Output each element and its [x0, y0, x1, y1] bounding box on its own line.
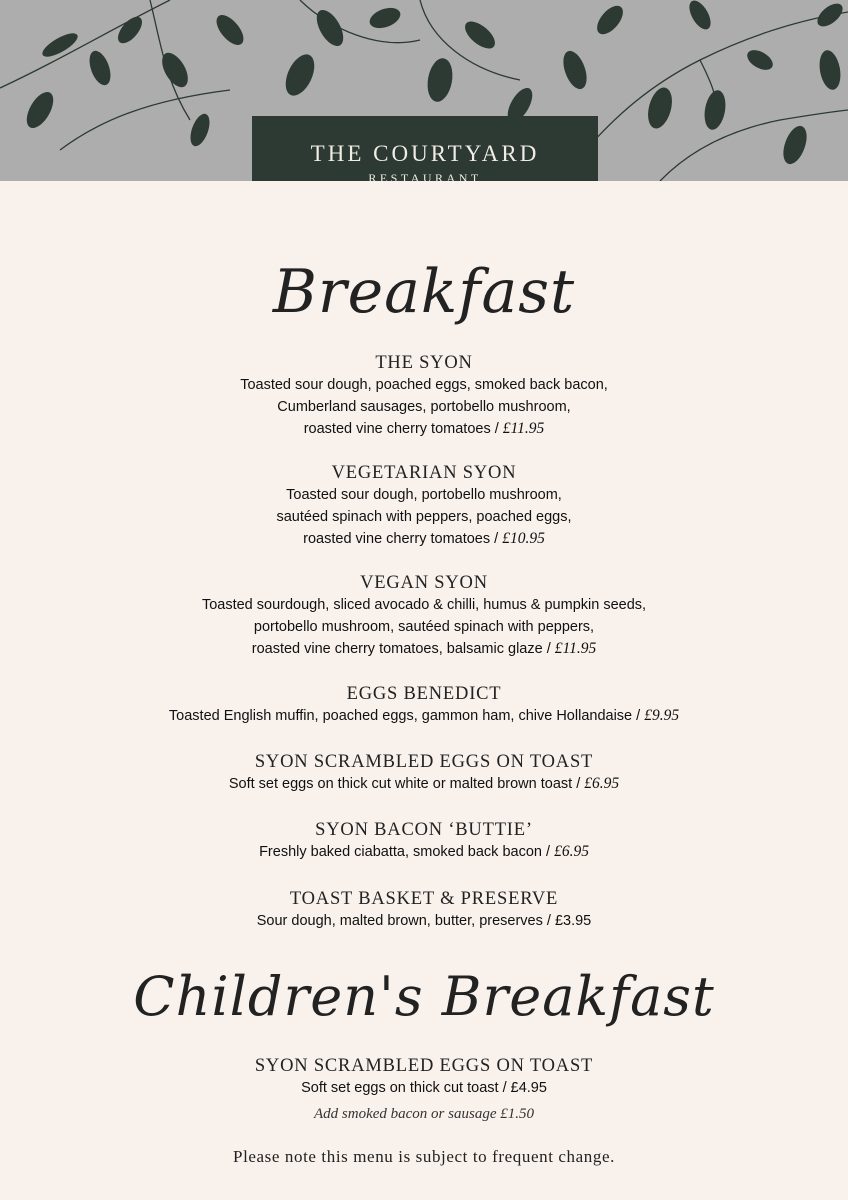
- restaurant-name: THE COURTYARD: [310, 141, 540, 166]
- item-price: £6.95: [554, 843, 589, 860]
- menu-item: [0, 462, 848, 550]
- item-name: SYON BACON ‘BUTTIE’: [315, 820, 533, 840]
- menu-item: [0, 683, 848, 727]
- item-price: £9.95: [644, 707, 680, 724]
- item-line: Toasted sourdough, sliced avocado & chilli, humus & pumpkin seeds,: [201, 597, 647, 613]
- item-price: £6.95: [584, 775, 620, 792]
- item-addon-note: Add smoked bacon or sausage £1.50: [314, 1106, 534, 1122]
- leaf-banner: [0, 0, 848, 181]
- item-name: VEGETARIAN SYON: [331, 463, 517, 483]
- breakfast-title: Breakfast: [272, 257, 576, 327]
- menu-item: [0, 888, 848, 932]
- item-description: [0, 1077, 848, 1099]
- restaurant-subtitle: RESTAURANT: [368, 171, 482, 181]
- item-price: £11.95: [502, 420, 545, 437]
- item-name: EGGS BENEDICT: [346, 684, 502, 704]
- childrens-breakfast-title: Children's Breakfast: [133, 965, 715, 1028]
- item-description: [0, 484, 848, 550]
- item-name: SYON SCRAMBLED EGGS ON TOAST: [254, 1056, 594, 1076]
- item-name: VEGAN SYON: [360, 573, 488, 593]
- menu-item: [0, 572, 848, 660]
- item-line: Cumberland sausages, portobello mushroom,: [277, 399, 571, 415]
- item-line: Toasted sour dough, portobello mushroom,: [286, 487, 562, 503]
- item-description: [0, 374, 848, 440]
- item-line: portobello mushroom, sautéed spinach with peppers,: [253, 619, 595, 635]
- item-name: SYON SCRAMBLED EGGS ON TOAST: [254, 752, 594, 772]
- item-line: roasted vine cherry tomatoes, balsamic glaze /: [251, 641, 551, 657]
- menu-item: [0, 352, 848, 440]
- item-price: £11.95: [554, 640, 597, 657]
- item-line: roasted vine cherry tomatoes /: [303, 531, 499, 547]
- item-description: [0, 910, 848, 932]
- item-line: Soft set eggs on thick cut white or malted brown toast /: [228, 776, 581, 792]
- item-name: THE SYON: [375, 353, 473, 373]
- item-line: Freshly baked ciabatta, smoked back bacon /: [259, 844, 551, 860]
- restaurant-logo-box: [252, 116, 598, 181]
- item-line: roasted vine cherry tomatoes /: [303, 421, 499, 437]
- item-description: [0, 594, 848, 660]
- item-description: [0, 841, 848, 863]
- item-line: Soft set eggs on thick cut toast / £4.95: [301, 1080, 547, 1096]
- item-line: sautéed spinach with peppers, poached eggs,: [276, 509, 572, 525]
- item-description: [0, 773, 848, 795]
- item-line: Sour dough, malted brown, butter, preserves / £3.95: [256, 913, 592, 929]
- menu-change-notice: Please note this menu is subject to frequent change.: [233, 1147, 615, 1166]
- menu-item: [0, 819, 848, 863]
- menu-item: [0, 751, 848, 795]
- item-line: Toasted English muffin, poached eggs, gammon ham, chive Hollandaise /: [168, 708, 641, 724]
- item-price: £10.95: [502, 530, 545, 547]
- item-line: Toasted sour dough, poached eggs, smoked back bacon,: [240, 377, 608, 393]
- item-name: TOAST BASKET & PRESERVE: [289, 889, 559, 909]
- item-description: [0, 705, 848, 727]
- menu-item: [0, 1055, 848, 1125]
